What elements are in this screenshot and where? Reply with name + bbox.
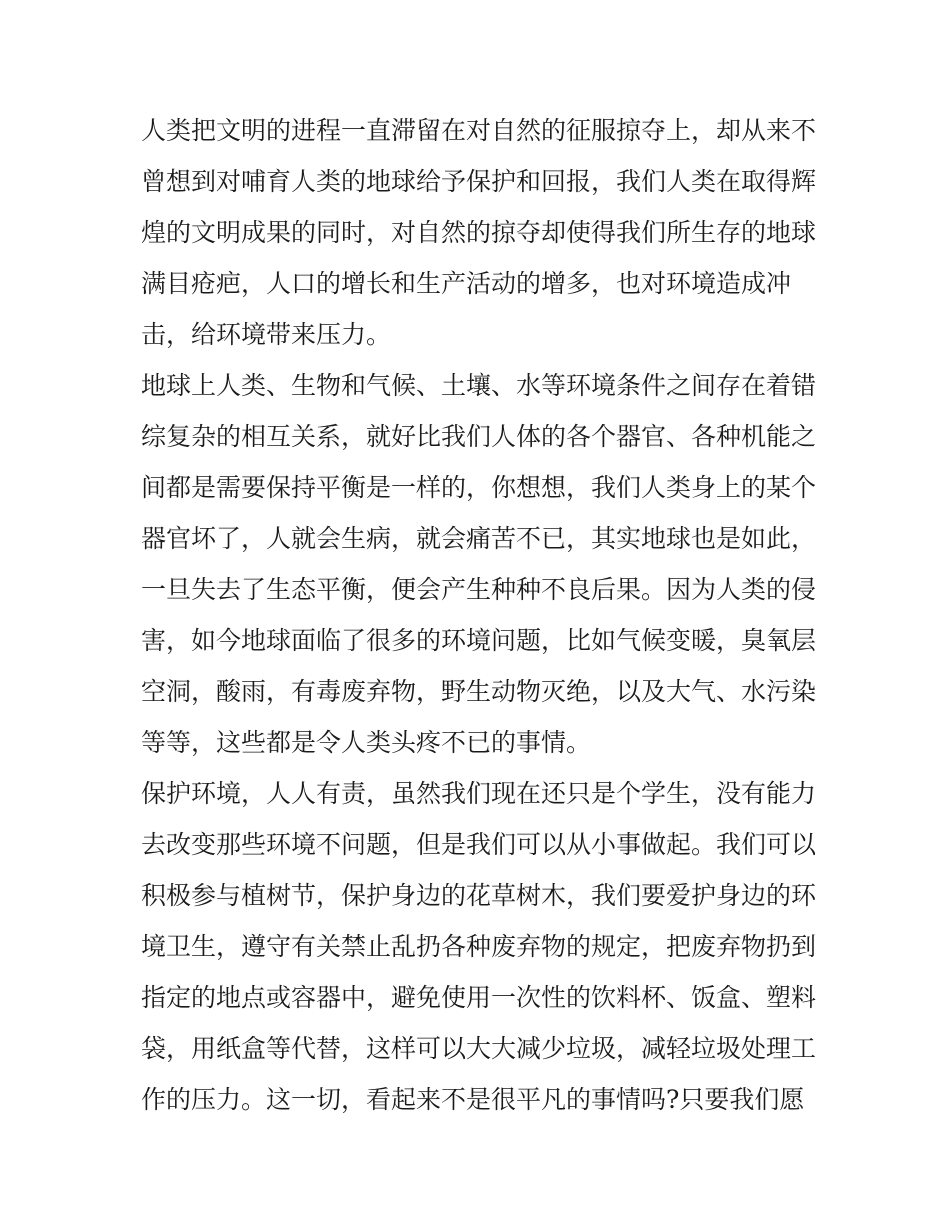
text-line: 一旦失去了生态平衡，便会产生种种不良后果。因为人类的侵: [141, 575, 817, 604]
text-line: 空洞，酸雨，有毒废弃物，野生动物灭绝，以及大气、水污染: [141, 677, 817, 706]
text-line: 袋，用纸盒等代替，这样可以大大减少垃圾，减轻垃圾处理工: [141, 1034, 817, 1063]
body-text: [141, 105, 821, 1125]
text-line: 人类把文明的进程一直滞留在对自然的征服掠夺上，却从来不: [141, 116, 817, 145]
text-line: 作的压力。这一切，看起来不是很平凡的事情吗?只要我们愿: [141, 1085, 805, 1114]
text-line: 保护环境，人人有责，虽然我们现在还只是个学生，没有能力: [141, 779, 817, 808]
text-line: 指定的地点或容器中，避免使用一次性的饮料杯、饭盒、塑料: [141, 983, 817, 1012]
text-line: 境卫生，遵守有关禁止乱扔各种废弃物的规定，把废弃物扔到: [141, 932, 817, 961]
text-line: 等等，这些都是令人类头疼不已的事情。: [141, 728, 592, 757]
text-line: 曾想到对哺育人类的地球给予保护和回报，我们人类在取得辉: [141, 167, 817, 196]
text-line: 击，给环境带来压力。: [141, 320, 392, 349]
text-line: 间都是需要保持平衡是一样的，你想想，我们人类身上的某个: [141, 473, 817, 502]
text-line: 满目疮疤，人口的增长和生产活动的增多，也对环境造成冲: [141, 269, 792, 298]
text-line: 地球上人类、生物和气候、土壤、水等环境条件之间存在着错: [141, 371, 817, 400]
text-line: 综复杂的相互关系，就好比我们人体的各个器官、各种机能之: [141, 422, 817, 451]
text-line: 积极参与植树节，保护身边的花草树木，我们要爱护身边的环: [141, 881, 817, 910]
text-line: 害，如今地球面临了很多的环境问题，比如气候变暖，臭氧层: [141, 626, 817, 655]
text-line: 器官坏了，人就会生病，就会痛苦不已，其实地球也是如此，: [141, 524, 817, 553]
text-line: 煌的文明成果的同时，对自然的掠夺却使得我们所生存的地球: [141, 218, 817, 247]
text-line: 去改变那些环境不问题，但是我们可以从小事做起。我们可以: [141, 830, 817, 859]
